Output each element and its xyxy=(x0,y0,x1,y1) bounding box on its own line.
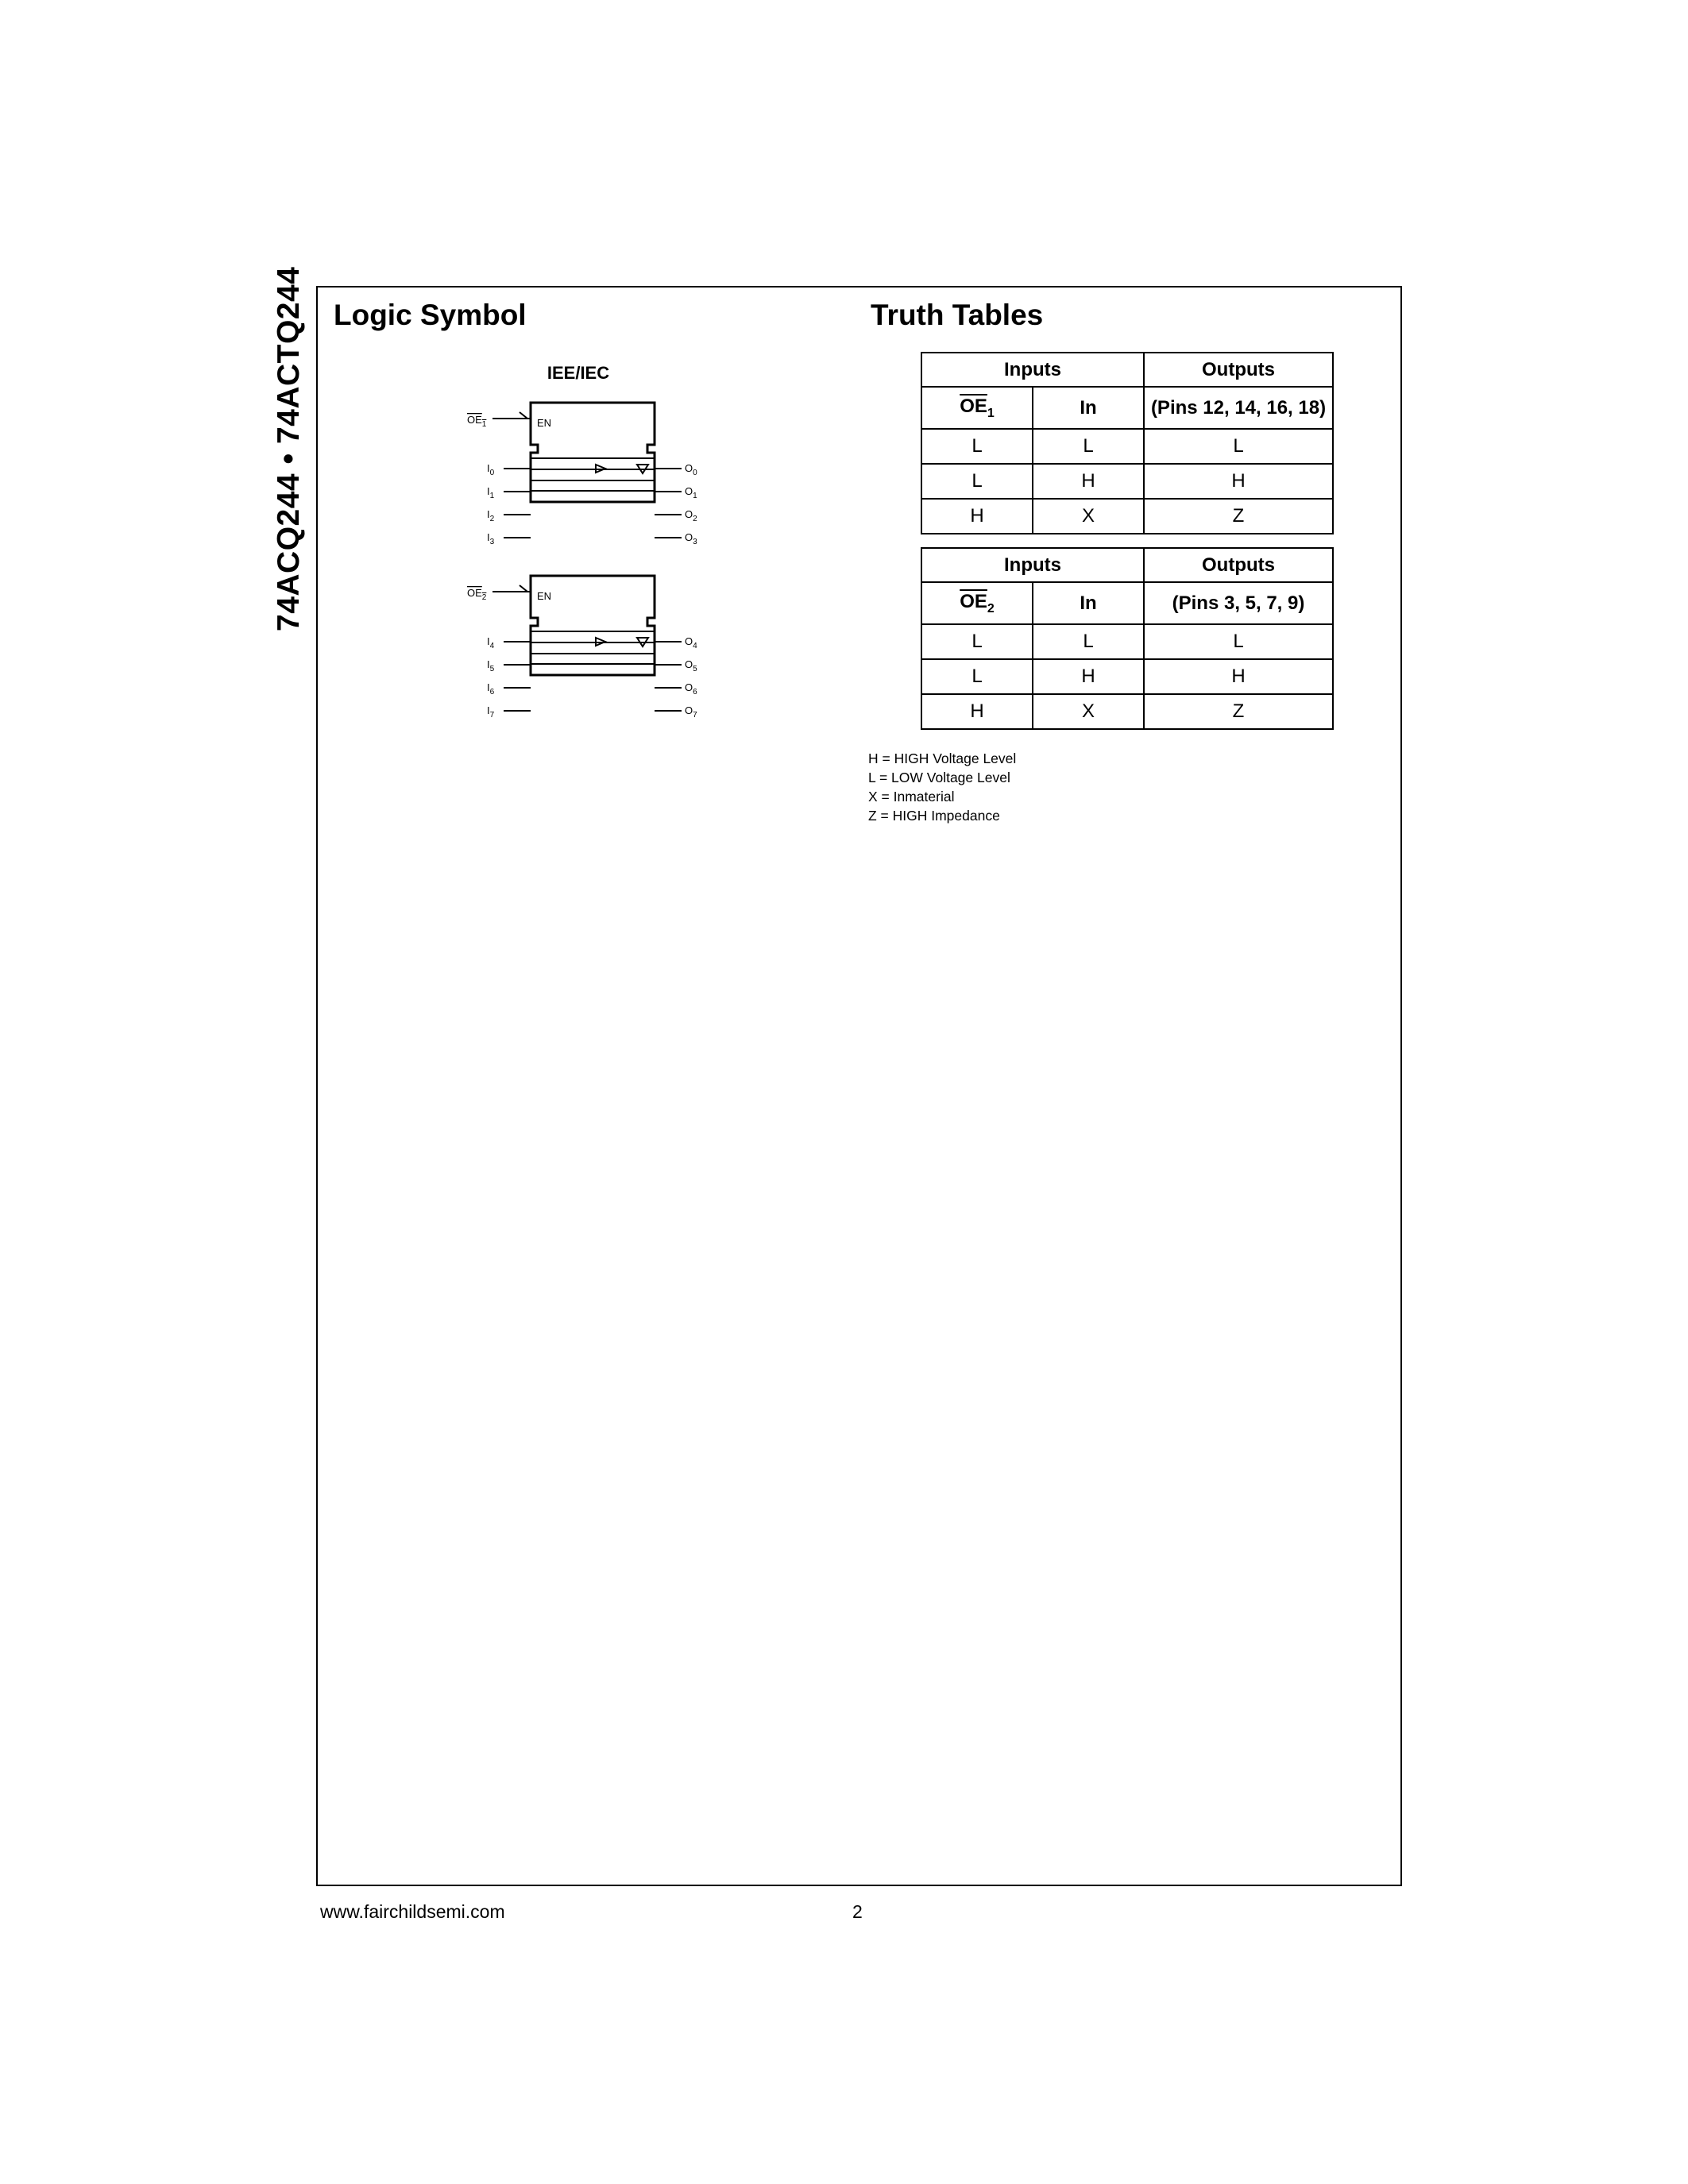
cell: H xyxy=(1033,464,1144,499)
truth-table-1 xyxy=(921,352,1334,534)
block-2-outputs xyxy=(655,635,697,720)
block-1-outputs xyxy=(655,462,697,546)
cell: X xyxy=(1033,694,1144,729)
input-label-i2: $I_2$ xyxy=(487,508,495,523)
output-label-o1: $O_1$ xyxy=(685,485,697,500)
pins-header: (Pins 3, 5, 7, 9) xyxy=(1144,582,1333,624)
cell: L xyxy=(1144,624,1333,659)
cell: H xyxy=(1033,659,1144,694)
table-row xyxy=(921,464,1333,499)
output-label-o6: $O_6$ xyxy=(685,681,697,696)
logic-symbol-diagram xyxy=(445,361,715,735)
cell: X xyxy=(1033,499,1144,534)
cell: H xyxy=(1144,659,1333,694)
table-row xyxy=(921,694,1333,729)
truth-table-2 xyxy=(921,547,1334,730)
logic-symbol-title: Logic Symbol xyxy=(334,299,527,331)
cell: L xyxy=(1033,429,1144,464)
in-header: In xyxy=(1033,387,1144,429)
table-row xyxy=(921,429,1333,464)
table-row xyxy=(921,499,1333,534)
input-label-i7: $I_7$ xyxy=(487,704,495,720)
block-2-en-label: EN xyxy=(537,590,552,602)
input-label-i5: $I_5$ xyxy=(487,658,495,673)
block-1-en-label: EN xyxy=(537,417,552,429)
legend-item: L = LOW Voltage Level xyxy=(868,770,1010,785)
table-row xyxy=(921,624,1333,659)
input-label-i6: $I_6$ xyxy=(487,681,495,696)
oe1-indicator xyxy=(520,412,527,419)
cell: Z xyxy=(1144,499,1333,534)
cell: L xyxy=(921,464,1033,499)
buffer-block-1 xyxy=(467,403,697,546)
cell: L xyxy=(1144,429,1333,464)
cell: H xyxy=(921,694,1033,729)
table-row xyxy=(921,659,1333,694)
truth-tables-title: Truth Tables xyxy=(871,299,1044,331)
oe2-indicator xyxy=(520,585,527,592)
oe2-header: $\overline{OE}_2$ xyxy=(921,582,1033,624)
output-label-o7: $O_7$ xyxy=(685,704,697,720)
cell: L xyxy=(921,659,1033,694)
oe1-header: $\overline{OE}_1$ xyxy=(921,387,1033,429)
cell: L xyxy=(921,429,1033,464)
legend-item: H = HIGH Voltage Level xyxy=(868,751,1017,766)
input-label-i4: $I_4$ xyxy=(487,635,495,650)
input-label-i0: $I_0$ xyxy=(487,462,495,477)
cell: L xyxy=(1033,624,1144,659)
output-label-o2: $O_2$ xyxy=(685,508,697,523)
buffer-block-2 xyxy=(467,576,697,720)
inputs-header: Inputs xyxy=(921,548,1144,582)
block-2-inputs xyxy=(487,635,531,720)
block-1-inputs xyxy=(487,462,531,546)
cell: Z xyxy=(1144,694,1333,729)
pins-header: (Pins 12, 14, 16, 18) xyxy=(1144,387,1333,429)
outputs-header: Outputs xyxy=(1144,353,1333,387)
iee-iec-label: IEE/IEC xyxy=(547,363,610,383)
cell: H xyxy=(921,499,1033,534)
cell: L xyxy=(921,624,1033,659)
outputs-header: Outputs xyxy=(1144,548,1333,582)
cell: H xyxy=(1144,464,1333,499)
oe1-label: $OE_1$ xyxy=(467,414,487,429)
legend-item: Z = HIGH Impedance xyxy=(868,808,1000,824)
input-label-i3: $I_3$ xyxy=(487,531,495,546)
output-label-o4: $O_4$ xyxy=(685,635,697,650)
truth-table-legend xyxy=(868,749,1016,825)
inputs-header: Inputs xyxy=(921,353,1144,387)
output-label-o5: $O_5$ xyxy=(685,658,697,673)
legend-item: X = Inmaterial xyxy=(868,789,955,805)
output-label-o3: $O_3$ xyxy=(685,531,697,546)
output-label-o0: $O_0$ xyxy=(685,462,697,477)
footer-url: www.fairchildsemi.com xyxy=(320,1901,505,1922)
oe2-label: $OE_2$ xyxy=(467,587,487,602)
part-number-text: 74ACQ244 • 74ACTQ244 xyxy=(272,266,306,631)
input-label-i1: $I_1$ xyxy=(487,485,495,500)
in-header: In xyxy=(1033,582,1144,624)
page-number: 2 xyxy=(852,1901,863,1922)
